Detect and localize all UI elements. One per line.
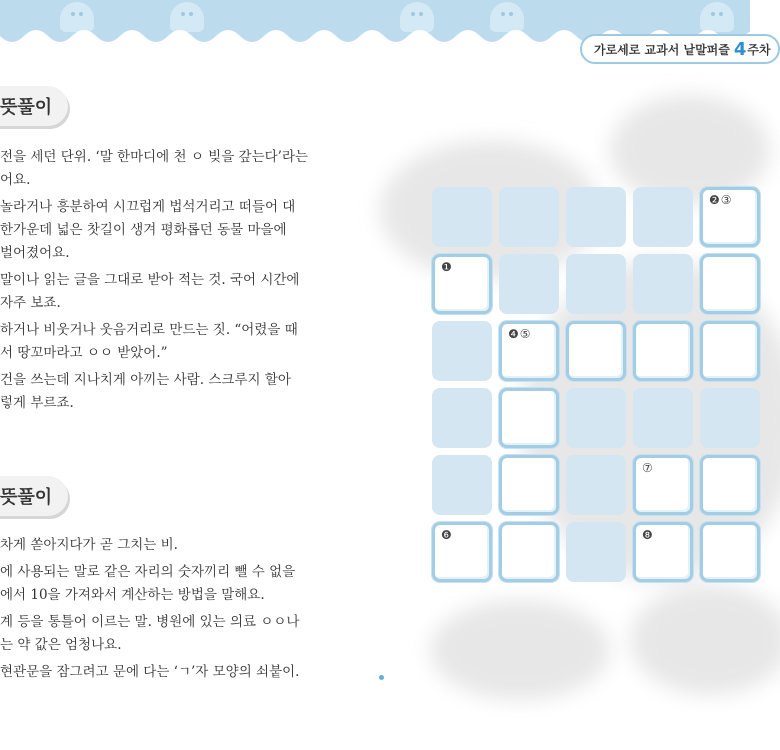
blank-cell (700, 388, 760, 448)
answer-cell[interactable] (499, 321, 559, 381)
clue-number: ❽ (642, 528, 654, 542)
clue-line: 는 약 값은 엄청나요. (0, 637, 122, 653)
blank-cell (633, 388, 693, 448)
clue-line: 건을 쓰는데 지나치게 아끼는 사람. 스크루지 할아 (0, 372, 291, 388)
blank-cell (432, 321, 492, 381)
clue-item (0, 661, 330, 684)
blank-cell (566, 187, 626, 247)
down-clues-list (0, 534, 330, 688)
decorative-dot (379, 675, 384, 680)
answer-cell[interactable] (499, 388, 559, 448)
clue-line: 어요. (0, 172, 31, 188)
blank-cell (633, 187, 693, 247)
down-clues-label: 뜻풀이 (0, 476, 68, 516)
clue-line: 말이나 읽는 글을 그대로 받아 적는 것. 국어 시간에 (0, 272, 300, 288)
week-number: 4 (733, 38, 747, 60)
clue-number: ❻ (441, 528, 453, 542)
answer-cell[interactable] (633, 321, 693, 381)
clue-item (0, 561, 330, 607)
clue-line: 렇게 부르죠. (0, 395, 74, 411)
clue-number: ❶ (441, 260, 453, 274)
blank-cell (499, 254, 559, 314)
ghost-icon (400, 2, 434, 32)
clue-line: 차게 쏟아지다가 곧 그치는 비. (0, 537, 178, 553)
answer-cell[interactable] (432, 522, 492, 582)
clue-item (0, 269, 330, 315)
blank-cell (566, 254, 626, 314)
clue-number: ❹⑤ (508, 327, 532, 341)
puzzle-title (580, 34, 780, 64)
blank-cell (566, 522, 626, 582)
blank-cell (432, 455, 492, 515)
answer-cell[interactable] (499, 522, 559, 582)
ghost-icon (700, 2, 734, 32)
blank-cell (432, 388, 492, 448)
clue-line: 벌어졌어요. (0, 245, 70, 261)
clue-number: ⑦ (642, 461, 654, 475)
answer-cell[interactable] (633, 522, 693, 582)
clue-line: 에서 10을 가져와서 계산하는 방법을 말해요. (0, 587, 265, 603)
clue-line: 서 땅꼬마라고 ㅇㅇ 받았어.” (0, 345, 168, 361)
clue-item (0, 146, 330, 192)
answer-cell[interactable] (700, 455, 760, 515)
ghost-icon (60, 2, 94, 32)
answer-cell[interactable] (700, 522, 760, 582)
title-prefix: 가로세로 교과서 낱말퍼즐 (594, 42, 730, 57)
clue-line: 놀라거나 흥분하여 시끄럽게 법석거리고 떠들어 대 (0, 199, 296, 215)
blank-cell (432, 187, 492, 247)
clue-item (0, 611, 330, 657)
clue-line: 자주 보죠. (0, 295, 61, 311)
clue-line: 계 등을 통틀어 이르는 말. 병원에 있는 의료 ㅇㅇ나 (0, 614, 300, 630)
clue-item (0, 534, 330, 557)
clue-line: 한가운데 넓은 찻길이 생겨 평화롭던 동물 마을에 (0, 222, 287, 238)
clue-line: 에 사용되는 말로 같은 자리의 숫자끼리 뺄 수 없을 (0, 564, 296, 580)
answer-cell[interactable] (700, 254, 760, 314)
clue-item (0, 196, 330, 265)
clue-line: 현관문을 잠그려고 문에 다는 ‘ㄱ’자 모양의 쇠붙이. (0, 664, 300, 680)
answer-cell[interactable] (633, 455, 693, 515)
ghost-icon (170, 2, 204, 32)
blank-cell (633, 254, 693, 314)
answer-cell[interactable] (700, 187, 760, 247)
blank-cell (566, 455, 626, 515)
clue-line: 전을 세던 단위. ‘말 한마디에 천 ㅇ 빚을 갚는다’라는 (0, 149, 309, 165)
ghost-icon (490, 2, 524, 32)
answer-cell[interactable] (432, 254, 492, 314)
clue-item (0, 369, 330, 415)
week-label: 주차 (747, 42, 771, 57)
across-clues-label: 뜻풀이 (0, 86, 68, 126)
answer-cell[interactable] (499, 455, 559, 515)
clue-number: ❷③ (709, 193, 733, 207)
blank-cell (566, 388, 626, 448)
blank-cell (499, 187, 559, 247)
clue-item (0, 319, 330, 365)
answer-cell[interactable] (566, 321, 626, 381)
clue-line: 하거나 비웃거나 웃음거리로 만드는 짓. “어렸을 때 (0, 322, 298, 338)
answer-cell[interactable] (700, 321, 760, 381)
across-clues-list (0, 146, 330, 419)
